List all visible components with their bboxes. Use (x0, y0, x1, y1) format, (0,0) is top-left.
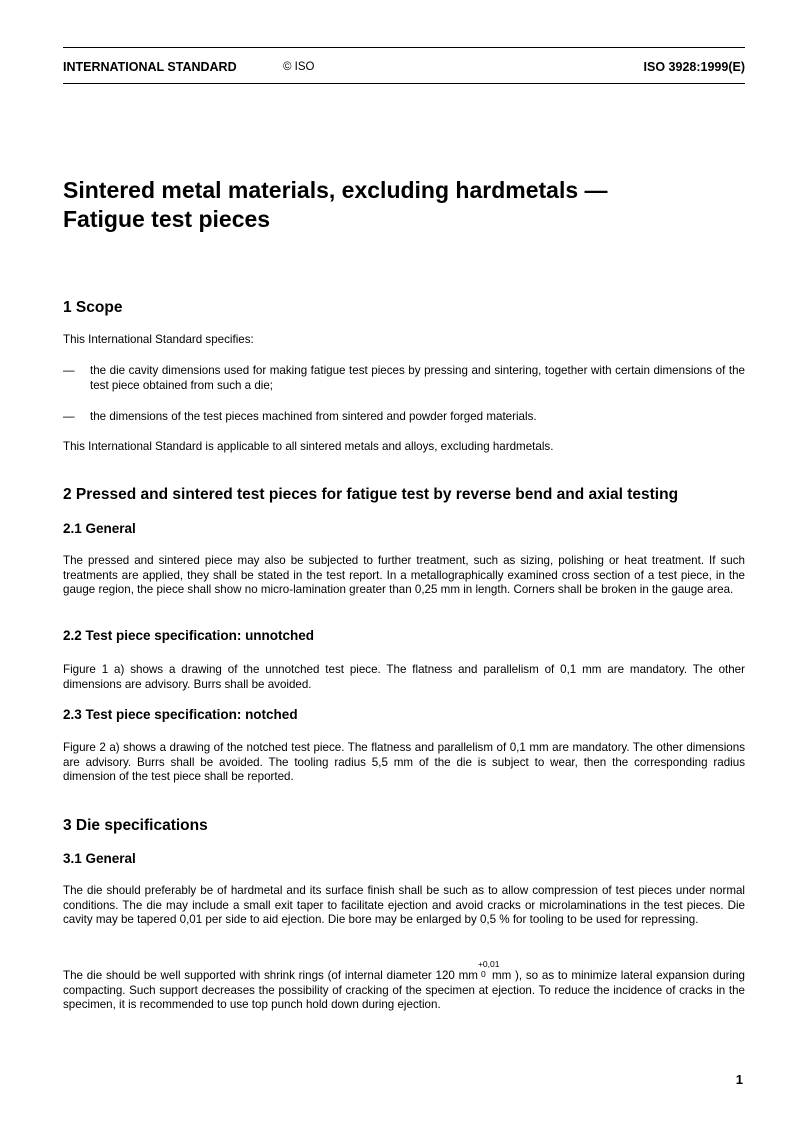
section-3-1-text-2 (63, 959, 745, 1013)
header-document-type: INTERNATIONAL STANDARD (63, 60, 237, 74)
title-line-2: Fatigue test pieces (63, 206, 271, 232)
list-item-text: the die cavity dimensions used for making fatigue test pieces by pressing and sintering, together with certain dimensions of the test piece obtained from such a die; (90, 364, 745, 392)
section-2-3-text: Figure 2 a) shows a drawing of the notched test piece. The flatness and parallelism of 0,1 mm are mandatory. The other dimensions are advisory. Burrs shall be avoided. The tooling radius 5,5 mm of the die is subject to wear, then the corresponding radius dimension of the test piece shall be reported. (63, 741, 745, 783)
text-2-before: The die should be well supported with shrink rings (of internal diameter 120 mm (63, 969, 478, 982)
page-number: 1 (735, 1072, 743, 1087)
section-1-closing: This International Standard is applicable to all sintered metals and alloys, excluding hardmetals. (63, 440, 554, 453)
list-dash: — (63, 364, 75, 377)
tolerance-lower: 0 (480, 969, 486, 979)
header-bottom-rule (63, 83, 745, 84)
section-3-1-heading: 3.1 General (63, 851, 136, 866)
section-2-1-heading: 2.1 General (63, 521, 136, 536)
section-1-heading: 1 Scope (63, 299, 123, 316)
tolerance (477, 959, 500, 979)
section-2-heading: 2 Pressed and sintered test pieces for fatigue test by reverse bend and axial testing (63, 486, 679, 503)
header-top-rule (63, 47, 745, 48)
section-2-1-text: The pressed and sintered piece may also be subjected to further treatment, such as sizing, polishing or heat treatment. If such treatments are applied, they shall be stated in the test report. In a metallographically examined cross section of a test piece, in the gauge region, the piece shall show no micro-lamination greater than 0,25 mm in length. Corners shall be broken in the gauge area. (63, 554, 745, 596)
section-2-3-heading: 2.3 Test piece specification: notched (63, 707, 298, 722)
section-3-1-text-1: The die should preferably be of hardmetal and its surface finish shall be such as to allow compression of test pieces under normal conditions. The die may include a small exit taper to facilitate ejection and avoid cracks or microlaminations in the test pieces. Die cavity may be tapered 0,01 per side to aid ejection. Die bore may be enlarged by 0,5 % for tooling to be used for repressing. (63, 884, 745, 926)
section-1-intro: This International Standard specifies: (63, 333, 254, 346)
header-copyright: © ISO (283, 61, 315, 73)
section-2-2-text: Figure 1 a) shows a drawing of the unnotched test piece. The flatness and parallelism of 0,1 mm are mandatory. The other dimensions are advisory. Burrs shall be avoided. (63, 663, 745, 691)
title-line-1: Sintered metal materials, excluding hardmetals — (63, 177, 608, 203)
text-2-after: mm ), so as to minimize lateral expansion during compacting. Such support decreases the possibility of cracking of the specimen at ejection. To reduce the incidence of cracks in the specimen, it is recommended to use top punch hold down during ejection. (63, 969, 745, 1011)
section-3-heading: 3 Die specifications (63, 817, 208, 834)
list-item-text: the dimensions of the test pieces machined from sintered and powder forged materials. (90, 410, 537, 423)
tolerance-upper: +0,01 (477, 959, 500, 969)
document-title (63, 176, 753, 234)
header-standard-number: ISO 3928:1999(E) (643, 60, 745, 74)
list-dash: — (63, 410, 75, 423)
section-2-2-heading: 2.2 Test piece specification: unnotched (63, 628, 315, 643)
